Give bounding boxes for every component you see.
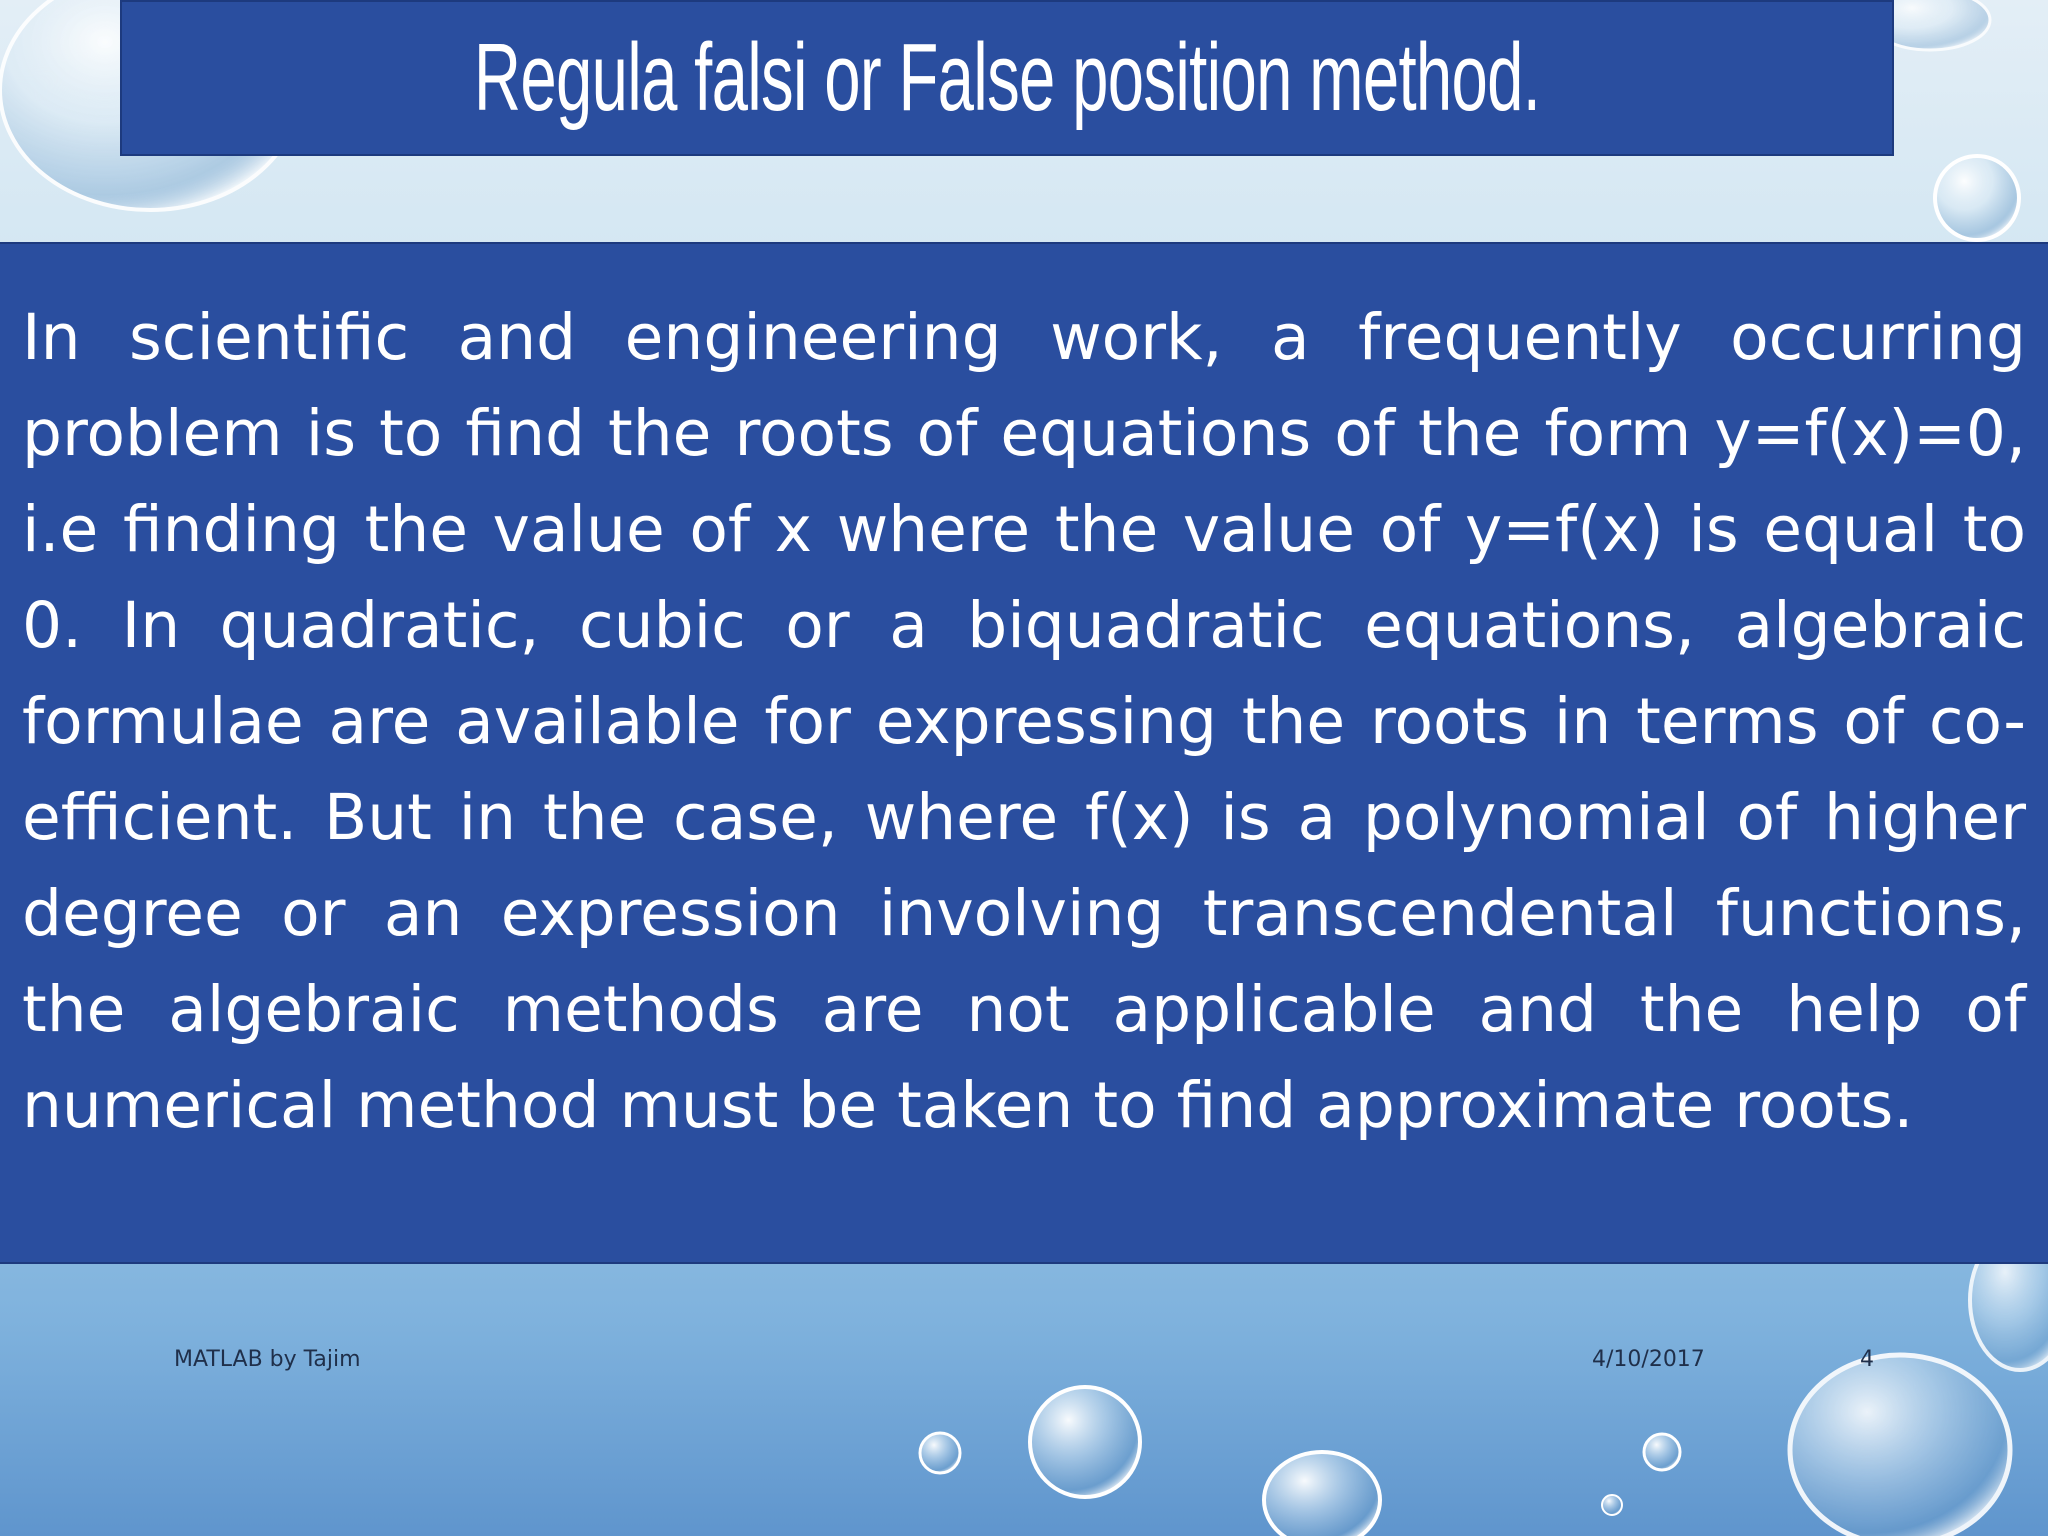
slide-title: Regula falsi or False position method. [473, 24, 1541, 131]
footer-page-number: 4 [1860, 1347, 1874, 1372]
slide-content-panel [0, 242, 2048, 1264]
slide-body-text: In scientific and engineering work, a frequently occurring problem is to find the roots of equations of the form y=f(x)=0, i.e finding the value of x where the value of y=f(x) is equal to 0. In quadratic, cubic or a biquadratic equations, algebraic formulae are available for expressing the roots in terms of co-efficient. But in the case, where f(x) is a polynomial of higher degree or an expression involving transcendental functions, the algebraic methods are not applicable and the help of numerical method must be taken to find approximate roots. [22, 301, 2026, 1142]
footer-author: MATLAB by Tajim [174, 1347, 361, 1372]
slide-title-banner [120, 0, 1894, 156]
footer-date: 4/10/2017 [1592, 1347, 1705, 1372]
